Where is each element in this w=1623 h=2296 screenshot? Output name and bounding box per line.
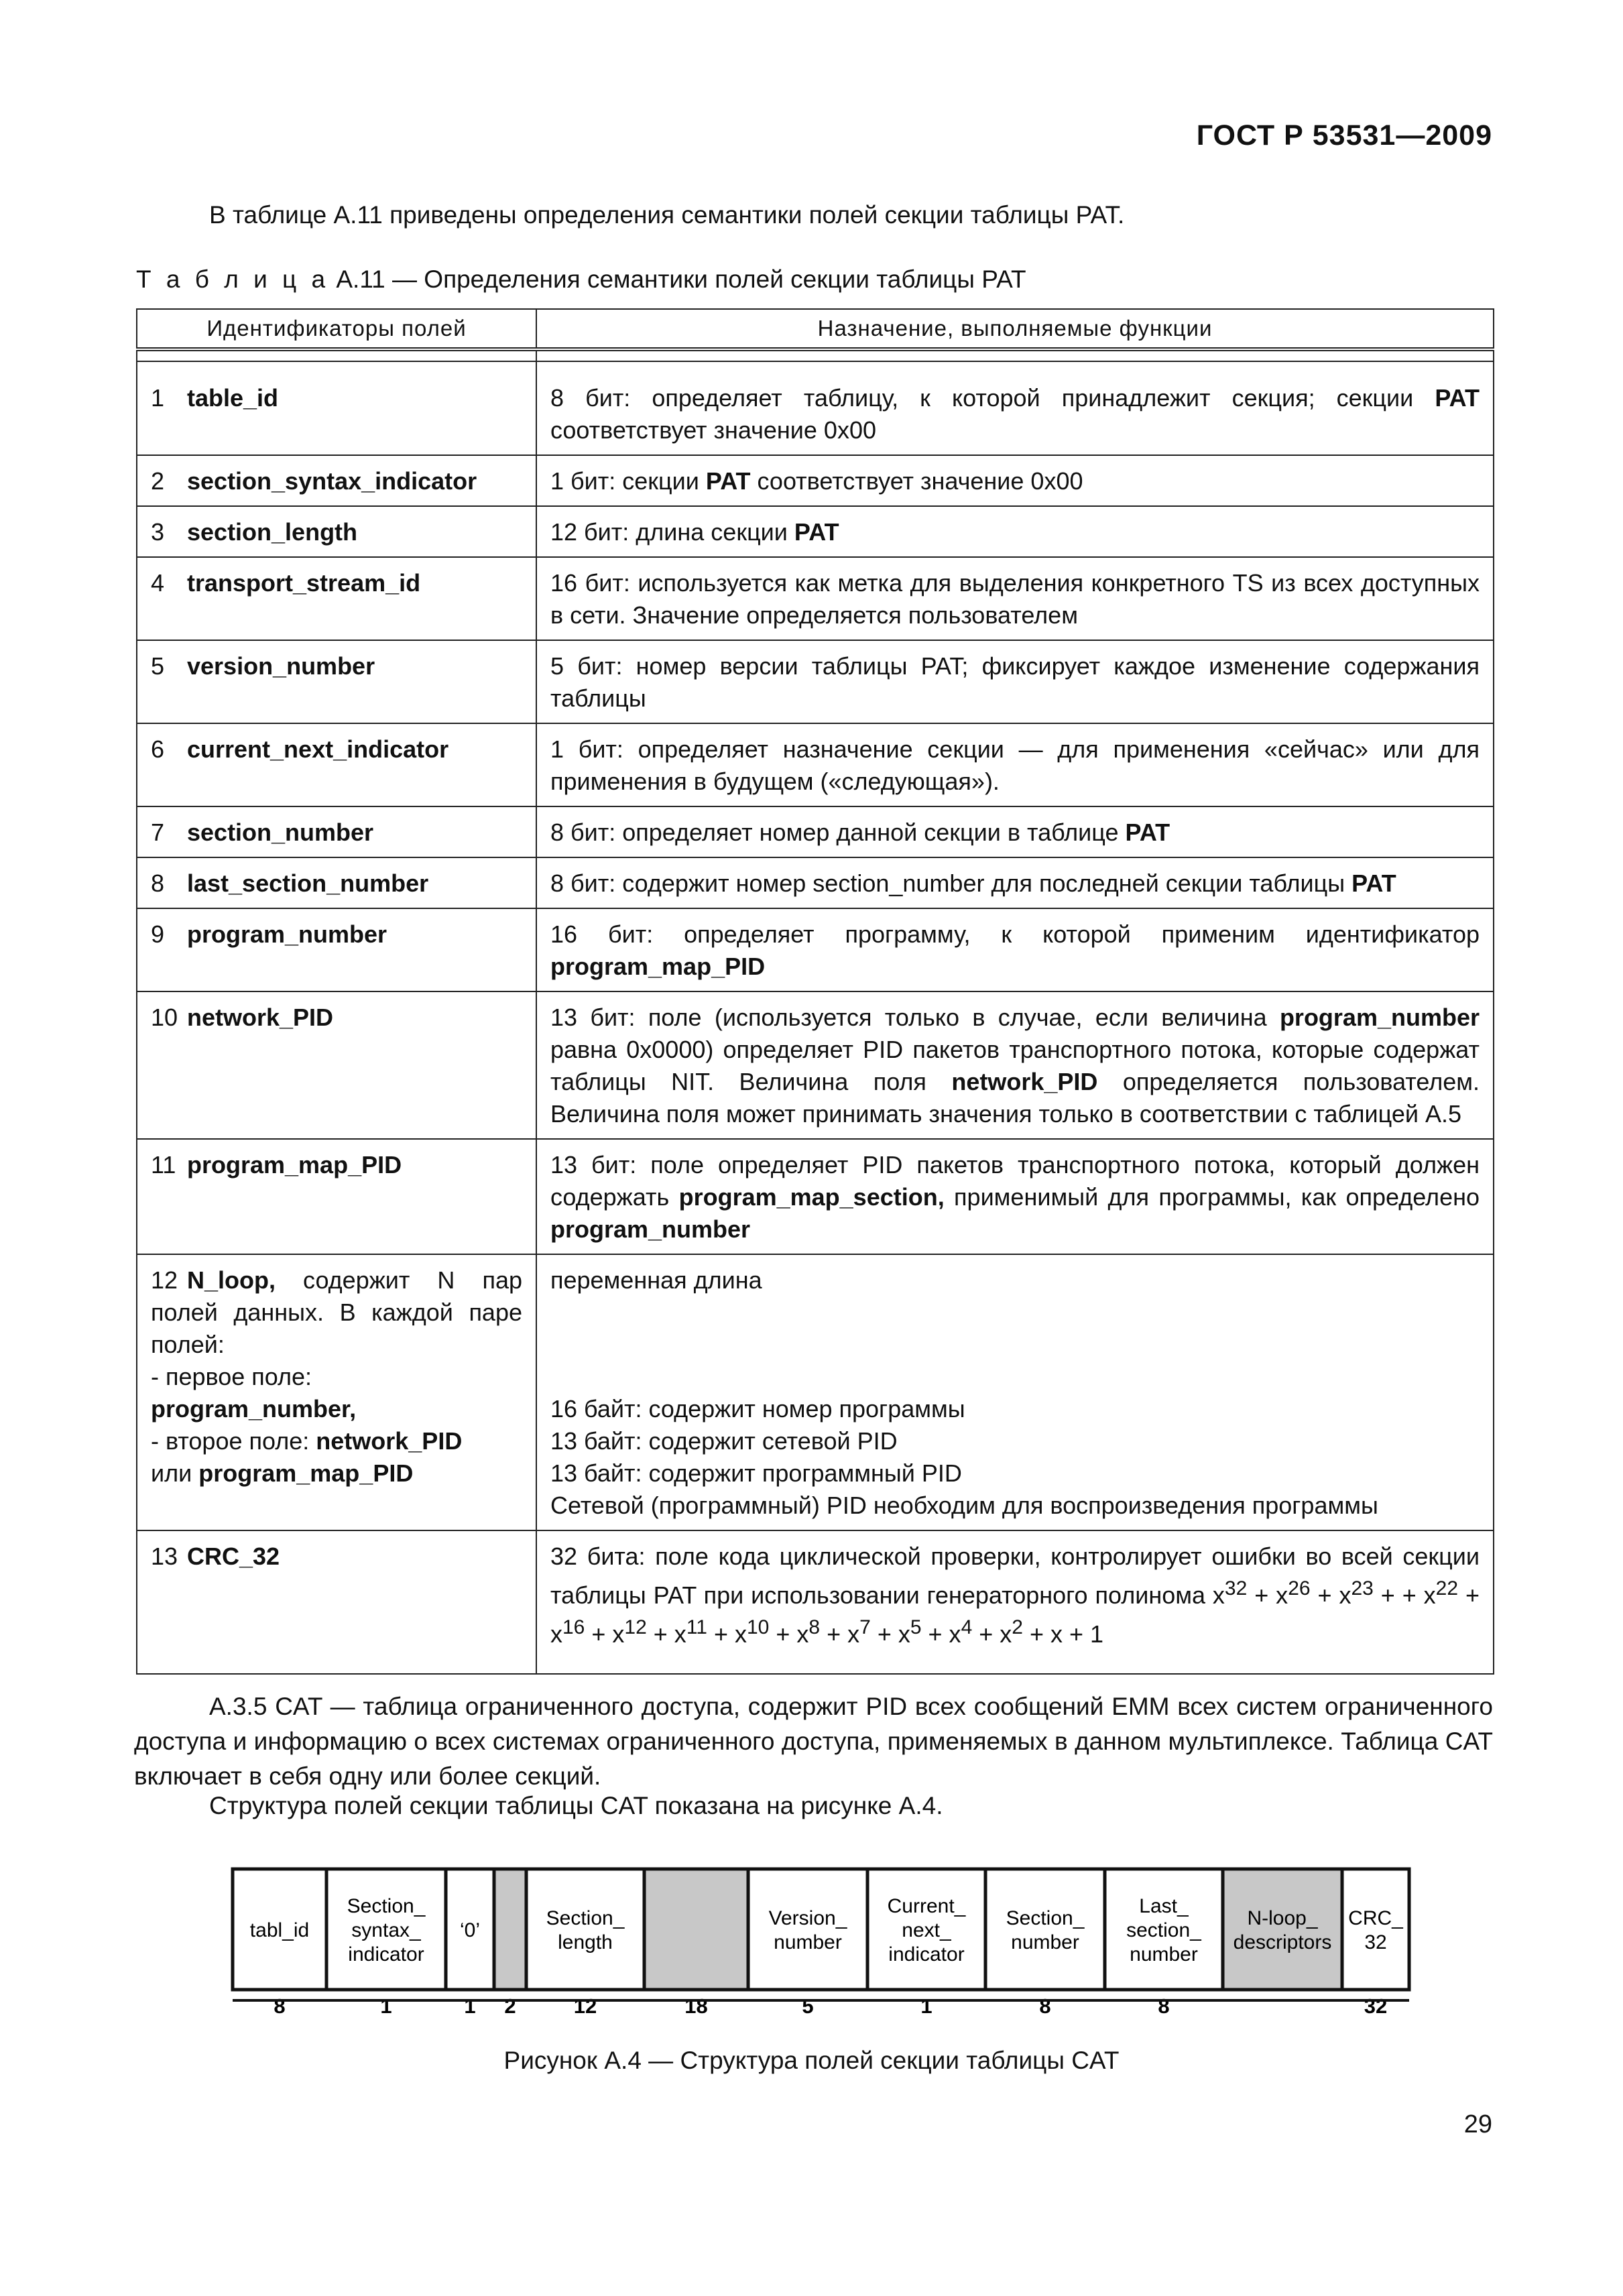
- polynomial-term: + + x: [1373, 1581, 1436, 1609]
- polynomial-term: + x: [707, 1620, 747, 1648]
- diagram-field: [233, 1869, 326, 2018]
- alt-field-name: program_map_PID: [198, 1459, 414, 1487]
- field-name: CRC_32: [187, 1543, 280, 1570]
- row-number: 9: [151, 920, 165, 948]
- diagram-field-label: number: [1130, 1943, 1198, 1966]
- polynomial-term: + x: [870, 1620, 910, 1648]
- polynomial-term: + x: [585, 1620, 625, 1648]
- diagram-bit-count: 12: [573, 1994, 597, 2018]
- description-text: 8 бит: определяет таблицу, к которой принадлежит секция; секции: [550, 384, 1435, 412]
- diagram-field-label: Section_: [546, 1907, 625, 1929]
- description-bold-term: network_PID: [951, 1068, 1098, 1095]
- polynomial-exponent: 2: [1012, 1616, 1023, 1638]
- polynomial-exponent: 22: [1435, 1577, 1459, 1599]
- page-header: ГОСТ Р 53531—2009: [1196, 119, 1492, 152]
- row-number: 4: [151, 569, 165, 597]
- diagram-field-label: Version_: [768, 1907, 847, 1929]
- description-text: 16 бит: используется как метка для выделения конкретного TS из всех доступных в сети. Значение определяется пользователем: [550, 569, 1480, 629]
- description-text: применимый для программы, как определено: [944, 1183, 1480, 1211]
- description-bold-term: PAT: [1125, 819, 1170, 846]
- second-field-name: network_PID: [316, 1427, 463, 1455]
- diagram-field-label: Last_: [1139, 1895, 1189, 1917]
- row-number: 12: [151, 1266, 178, 1294]
- diagram-field-label: Section_: [1006, 1907, 1085, 1929]
- description-bold-term: program_number: [550, 1215, 751, 1243]
- diagram-bit-count: 8: [274, 1994, 286, 2018]
- diagram-reserved-block: [1223, 1869, 1342, 1990]
- field-name: program_map_PID: [187, 1151, 402, 1179]
- col-header-fields: Идентификаторы полей: [137, 309, 536, 349]
- cat-structure-paragraph: Структура полей секции таблицы CAT показана на рисунке А.4.: [209, 1792, 943, 1819]
- polynomial-term: + x: [1310, 1581, 1351, 1609]
- table-caption-title: А.11 — Определения семантики полей секции таблицы PAT: [329, 265, 1026, 293]
- diagram-reserved-block: [494, 1869, 526, 1990]
- description-text: 1 бит: секции: [550, 467, 706, 495]
- diagram-field-label: next_: [902, 1919, 951, 1941]
- diagram-bit-count: 32: [1364, 1994, 1388, 2018]
- diagram-field: [1105, 1869, 1223, 2018]
- polynomial-term: + x: [921, 1620, 961, 1648]
- polynomial-exponent: 10: [747, 1616, 770, 1638]
- polynomial-term: + x: [550, 1581, 1480, 1648]
- polynomial-exponent: 23: [1351, 1577, 1374, 1599]
- diagram-field: [1223, 1869, 1342, 1990]
- page-number: 29: [1463, 2110, 1492, 2138]
- diagram-field-label: indicator: [888, 1943, 965, 1966]
- polynomial-exponent: 8: [808, 1616, 821, 1638]
- field-name: current_next_indicator: [187, 735, 449, 763]
- diagram-field: [644, 1869, 748, 2018]
- diagram-field-label: number: [774, 1931, 842, 1953]
- description-bold-term: program_map_section,: [678, 1183, 945, 1211]
- description-bold-term: program_map_PID: [550, 953, 766, 980]
- row-number: 11: [151, 1151, 176, 1179]
- polynomial-exponent: 5: [910, 1616, 922, 1638]
- diagram-field-label: number: [1011, 1931, 1079, 1953]
- row-number: 10: [151, 1004, 178, 1031]
- polynomial-exponent: 16: [562, 1616, 585, 1638]
- row-number: 8: [151, 869, 165, 897]
- diagram-field: [446, 1869, 494, 2018]
- description-text: 1 бит: определяет назначение секции — для применения «сейчас» или для применения в будущем («следующая»).: [550, 735, 1480, 795]
- row-number: 5: [151, 652, 165, 680]
- polynomial-exponent: 4: [961, 1616, 973, 1638]
- field-name: version_number: [187, 652, 375, 680]
- diagram-field-label: tabl_id: [249, 1919, 310, 1941]
- diagram-field-label: ‘0’: [459, 1919, 481, 1941]
- description-text: 13 бит: поле (используется только в случае, если величина: [550, 1004, 1280, 1031]
- description-line: 16 байт: содержит номер программы: [550, 1395, 965, 1423]
- description-line: Сетевой (программный) PID необходим для воспроизведения программы: [550, 1492, 1378, 1519]
- diagram-bit-count: 1: [920, 1994, 933, 2018]
- field-name: section_length: [187, 518, 358, 546]
- description-bold-term: PAT: [1351, 869, 1396, 897]
- polynomial-term: + x: [972, 1620, 1012, 1648]
- diagram-field: [494, 1869, 526, 2018]
- field-name: section_number: [187, 819, 374, 846]
- diagram-field-label: Section_: [347, 1895, 426, 1917]
- second-field-label: - второе поле:: [151, 1427, 316, 1455]
- row-number: 6: [151, 735, 165, 763]
- field-note: содержит N пар полей данных. В каждой паре полей:: [151, 1266, 522, 1358]
- row-number: 2: [151, 467, 165, 495]
- description-bold-term: program_number: [1279, 1004, 1480, 1031]
- description-text: 13 бит: поле определяет PID пакетов транспортного потока, который должен содержать: [550, 1151, 1480, 1211]
- diagram-field: [526, 1869, 644, 2018]
- description-bold-term: PAT: [794, 518, 839, 546]
- polynomial-term: + x: [646, 1620, 686, 1648]
- description-text: равна 0x0000) определяет PID пакетов транспортного потока, которые содержат таблицы NIT. Величина поля: [550, 1036, 1480, 1095]
- polynomial-exponent: 32: [1224, 1577, 1248, 1599]
- row-number: 3: [151, 518, 165, 546]
- description-line: 13 байт: содержит сетевой PID: [550, 1427, 898, 1455]
- first-field-label: - первое поле:: [151, 1363, 312, 1390]
- diagram-field-label: N-loop_: [1247, 1907, 1318, 1929]
- polynomial-term: + x + 1: [1022, 1620, 1104, 1648]
- diagram-field: [1342, 1869, 1409, 2018]
- diagram-field-label: indicator: [348, 1943, 424, 1966]
- col-header-functions: Назначение, выполняемые функции: [536, 309, 1494, 349]
- field-name: N_loop,: [187, 1266, 276, 1294]
- field-name: network_PID: [187, 1004, 334, 1031]
- or-label: или: [151, 1459, 199, 1487]
- figure-caption: Рисунок А.4 — Структура полей секции таблицы CAT: [503, 2047, 1120, 2074]
- description-line: 13 байт: содержит программный PID: [550, 1459, 962, 1487]
- polynomial-term: + x: [769, 1620, 809, 1648]
- diagram-field-block: [985, 1869, 1105, 1990]
- polynomial-term: + x: [1247, 1581, 1288, 1609]
- diagram-bit-count: 18: [684, 1994, 708, 2018]
- polynomial-term: + x: [820, 1620, 860, 1648]
- cat-paragraph: А.3.5 CAT — таблица ограниченного доступа, содержит PID всех сообщений EMM всех систем ограниченного доступа и информацию о всех системах ограниченного доступа, применяемых в данном мультиплексе. Таблица CAT включает в себя одну или более секций.: [134, 1693, 1493, 1790]
- description-bold-term: PAT: [705, 467, 751, 495]
- diagram-field-label: descriptors: [1233, 1931, 1332, 1953]
- description-text: 16 бит: определяет программу, к которой применим идентификатор: [550, 920, 1480, 948]
- row-number: 1: [151, 384, 165, 412]
- diagram-field: [985, 1869, 1105, 2018]
- diagram-field-label: CRC_: [1348, 1907, 1403, 1929]
- description-text: 8 бит: содержит номер section_number для последней секции таблицы: [550, 869, 1352, 897]
- diagram-field-block: [748, 1869, 867, 1990]
- field-name: table_id: [187, 384, 279, 412]
- polynomial-exponent: 11: [686, 1616, 707, 1638]
- description-text: 5 бит: номер версии таблицы PAT; фиксирует каждое изменение содержания таблицы: [550, 652, 1480, 712]
- field-name: transport_stream_id: [187, 569, 421, 597]
- diagram-field-label: syntax_: [351, 1919, 421, 1941]
- diagram-bit-count: 8: [1158, 1994, 1170, 2018]
- diagram-bit-count: 1: [380, 1994, 392, 2018]
- row-number: 7: [151, 819, 165, 846]
- diagram-field-block: [1342, 1869, 1409, 1990]
- diagram-field-block: [526, 1869, 644, 1990]
- table-caption-prefix: Т а б л и ц а: [136, 265, 330, 293]
- polynomial-term: x: [1212, 1581, 1225, 1609]
- diagram-field: [326, 1869, 446, 2018]
- diagram-field-label: 32: [1364, 1931, 1387, 1953]
- description-bold-term: PAT: [1435, 384, 1480, 412]
- description-text: 12 бит: длина секции: [550, 518, 794, 546]
- description-text: 8 бит: определяет номер данной секции в таблице: [550, 819, 1126, 846]
- polynomial-exponent: 12: [624, 1616, 647, 1638]
- diagram-bit-count: 1: [464, 1994, 476, 2018]
- diagram-field: [748, 1869, 867, 2018]
- diagram-field-label: length: [558, 1931, 613, 1953]
- first-field-name: program_number,: [151, 1395, 357, 1423]
- description-text: соответствует значение 0x00: [550, 416, 876, 444]
- description-line: переменная длина: [550, 1266, 762, 1294]
- diagram-bit-count: 2: [504, 1994, 516, 2018]
- description-text: 32 бита: поле кода циклической проверки, контролирует ошибки во всей секции таблицы PAT при использовании генераторного полинома: [550, 1543, 1480, 1609]
- diagram-bit-count: 8: [1039, 1994, 1051, 2018]
- description-text: определяется пользователем. Величина поля может принимать значения только в соответствии с таблицей А.5: [550, 1068, 1480, 1128]
- polynomial-exponent: 7: [859, 1616, 871, 1638]
- diagram-field-label: Current_: [887, 1895, 966, 1917]
- row-number: 13: [151, 1543, 178, 1570]
- field-name: section_syntax_indicator: [187, 467, 477, 495]
- description-text: соответствует значение 0x00: [750, 467, 1083, 495]
- diagram-reserved-block: [644, 1869, 748, 1990]
- polynomial-exponent: 26: [1288, 1577, 1311, 1599]
- field-name: last_section_number: [187, 869, 429, 897]
- diagram-field-label: section_: [1126, 1919, 1201, 1941]
- diagram-bit-count: 5: [802, 1994, 814, 2018]
- intro-text: В таблице А.11 приведены определения семантики полей секции таблицы PAT.: [209, 201, 1125, 229]
- field-name: program_number: [187, 920, 387, 948]
- diagram-field: [867, 1869, 985, 2018]
